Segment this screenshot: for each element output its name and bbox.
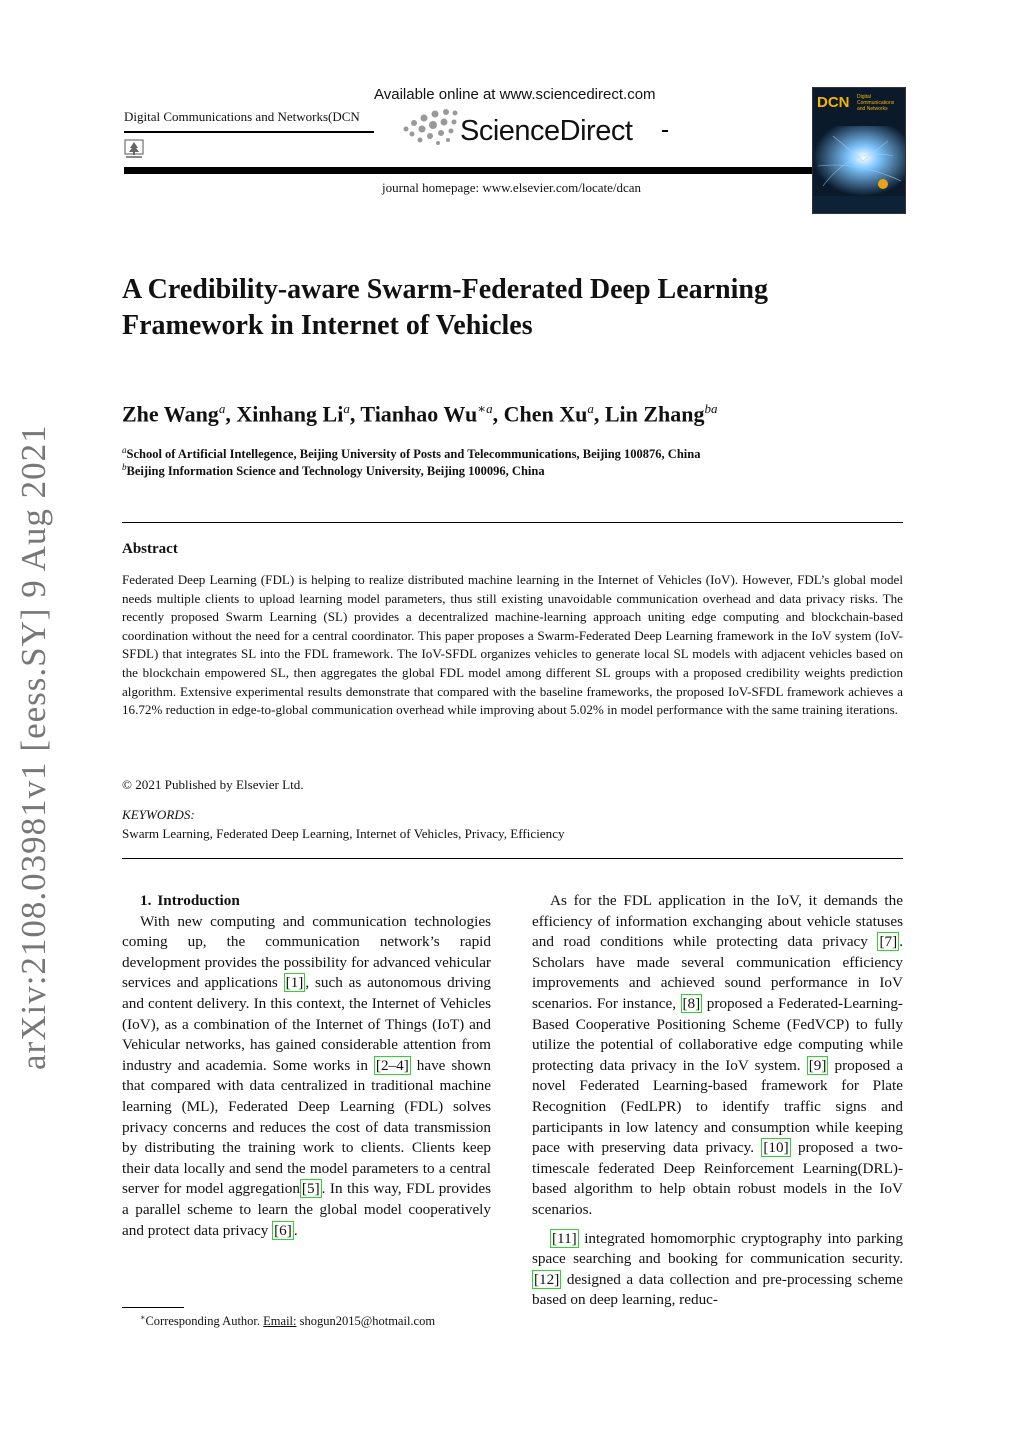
citation-link[interactable]: [2–4]	[375, 1056, 409, 1074]
author-name: Zhe Wang	[122, 401, 219, 427]
citation-link[interactable]: [1]	[285, 974, 304, 992]
arxiv-identifier: arXiv:2108.03981v1 [eess.SY] 9 Aug 2021	[14, 424, 53, 1070]
citation-link[interactable]: [5]	[301, 1180, 320, 1198]
author-affiliation-mark: a	[343, 401, 350, 416]
right-column	[532, 891, 903, 1311]
author-name: Xinhang Li	[236, 401, 344, 427]
left-column	[122, 891, 491, 1241]
paper-title: A Credibility-aware Swarm-Federated Deep Learning Framework in Internet of Vehicles	[122, 274, 768, 341]
corresponding-author-footnote: ∗Corresponding Author. Email: shogun2015@hotmail.com	[140, 1313, 436, 1329]
author-affiliation-mark: a	[587, 401, 594, 416]
citation-link[interactable]: [7]	[879, 933, 898, 951]
affiliation-b: $^b$Beijing Information Science and Technology University, Beijing 100096, China	[122, 462, 545, 479]
abstract-bottom-rule	[122, 858, 903, 859]
cover-title: DCN	[817, 94, 850, 111]
journal-cover-image	[812, 87, 906, 214]
author-name: Lin Zhang	[604, 401, 705, 427]
citation-link[interactable]: [9]	[808, 1056, 827, 1074]
abstract-top-rule	[122, 522, 903, 523]
citation-link[interactable]: [12]	[534, 1270, 560, 1288]
author-list: Zhe Wang$^a$, Xinhang Li$^a$, Tianhao $Wu^{∗a}$, Chen Xu$^a$, Lin Zhang$^{ba}$	[122, 401, 718, 427]
sciencedirect-brand: ScienceDirect	[460, 115, 633, 147]
footnote-rule	[122, 1307, 184, 1308]
keywords-heading: KEYWORDS:	[122, 807, 195, 822]
intro-paragraph-2: As for the FDL application in the IoV, it demands the efficiency of information exchanging about vehicle statuses and road conditions while protecting data privacy [7] . Scholars have made several communication efficiency improvements and achieved sound performance in IoV scenarios. For instance, [8] proposed a Federated-Learning-Based Cooperative Positioning Scheme (FedVCP) to fully utilize the potential of collaborative edge computing while protecting data privacy in the IoV system. [9] proposed a novel Federated Learning-based framework for Plate Recognition (FedLPR) to identify traffic signs and participants in low latency and consumption while keeping pace with preserving data privacy. [10] proposed a two-timescale federated Deep Reinforcement Learning(DRL)-based algorithm to help obtain robust models in the IoV scenarios.	[532, 892, 904, 1218]
journal-homepage: journal homepage: www.elsevier.com/locate/dcan	[382, 180, 642, 195]
abstract-text: Federated Deep Learning (FDL) is helping to realize distributed machine learning in the Internet of Vehicles (IoV). However, FDL’s global model needs multiple clients to upload learning model parameters, thus still existing unavoidable communication overhead and data privacy risks. The recently proposed Swarm Learning (SL) provides a decentralized machine-learning approach uniting edge computing and blockchain-based coordination without the need for a central coordinator. This paper proposes a Swarm-Federated Deep Learning framework in the IoV system (IoV-SFDL) that integrates SL into the FDL framework. The IoV-SFDL organizes vehicles to generate local SL models with adjacent vehicles based on the blockchain empowered SL, then aggregates the global FDL model among different SL groups with a proposed credibility weights prediction algorithm. Extensive experimental results demonstrate that compared with the baseline frameworks, the proposed IoV-SFDL framework achieves a 16.72% reduction in edge-to-global communication overhead while improving about 5.02% in model performance with the same training iterations.	[122, 572, 903, 718]
citation-link[interactable]: [6]	[274, 1221, 292, 1239]
section-heading: 1. Introduction	[140, 892, 240, 909]
intro-paragraph-1: With new computing and communication technologies coming up, the communication network’s rapid development provides the possibility for advanced vehicular services and applications [1] , such as autonomous driving and content delivery. In this context, the Internet of Vehicles (IoV), as a combination of the Internet of Things (IoT) and Vehicular networks, has gained considerable attention from industry and academia. Some works in [2–4] have shown that compared with data centralized in traditional machine learning (ML), Federated Deep Learning (FDL) solves privacy concerns and reduces the cost of data transmission by distributing the training work to clients. Clients keep their data locally and send the model parameters to a central server for model aggregation [5] . In this way, FDL provides a parallel scheme to learn the global model cooperatively and protect data privacy [6] .	[122, 912, 492, 1239]
author-affiliation-mark: a	[218, 401, 226, 416]
affiliation-a: $^a$School of Artificial Intellegence, Beijing University of Posts and Telecommunications, Beijing 100876, China	[122, 445, 701, 462]
email-label: Email:	[263, 1314, 297, 1329]
abstract-heading: Abstract	[122, 541, 178, 557]
cover-footer	[813, 196, 905, 213]
keywords-list: Swarm Learning, Federated Deep Learning, Internet of Vehicles, Privacy, Efficiency	[122, 826, 565, 841]
author-name: Chen Xu	[503, 401, 588, 427]
copyright-notice: © 2021 Published by Elsevier Ltd.	[122, 777, 304, 792]
intro-paragraph-3: [11] integrated homomorphic cryptography into parking space searching and booking for communication security. [12] designed a data collection and pre-processing scheme based on deep learning, reduc-	[532, 1229, 903, 1309]
available-online-text: Available online at www.sciencedirect.com	[374, 86, 656, 103]
header-thick-rule	[124, 167, 812, 174]
citation-link[interactable]: [11]	[552, 1229, 577, 1247]
email-address: shogun2015@hotmail.com	[296, 1314, 436, 1329]
author-name: Tianhao Wu	[360, 401, 478, 427]
elsevier-tree-icon	[124, 139, 144, 159]
sciencedirect-logo-icon	[398, 107, 460, 147]
brand-dash	[662, 130, 668, 132]
cover-subtitle: Digital Communications and Networks	[857, 94, 895, 112]
journal-name: Digital Communications and Networks(DCN	[124, 109, 360, 124]
author-affiliation-mark: ba	[704, 401, 718, 416]
header-rule	[124, 131, 374, 133]
cover-artwork	[813, 126, 905, 196]
author-affiliation-mark: ∗a	[477, 401, 493, 416]
citation-link[interactable]: [8]	[682, 994, 701, 1012]
citation-link[interactable]: [10]	[763, 1139, 789, 1157]
